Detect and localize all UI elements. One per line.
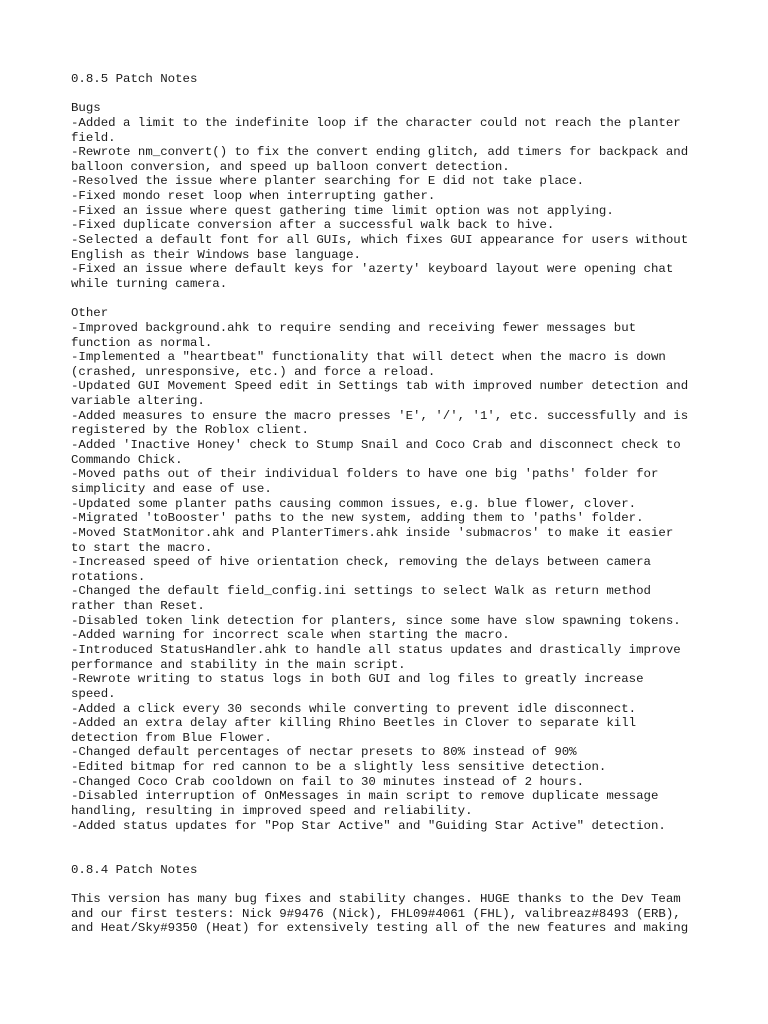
text-line: speed. bbox=[71, 686, 116, 701]
text-line: -Implemented a "heartbeat" functionality that will detect when the macro is down bbox=[71, 350, 666, 365]
text-line: rotations. bbox=[71, 569, 146, 584]
text-line: 0.8.5 Patch Notes bbox=[71, 72, 198, 86]
text-line: -Changed default percentages of nectar presets to 80% instead of 90% bbox=[71, 745, 577, 760]
text-line: simplicity and ease of use. bbox=[71, 481, 272, 496]
blank-line bbox=[71, 87, 731, 102]
text-line: while turning camera. bbox=[71, 276, 228, 291]
text-line: -Fixed an issue where default keys for 'azerty' keyboard layout were opening chat bbox=[71, 262, 674, 277]
text-line: Other bbox=[71, 306, 109, 321]
text-line: registered by the Roblox client. bbox=[71, 423, 309, 438]
text-line: -Added status updates for "Pop Star Active" and "Guiding Star Active" detection. bbox=[71, 818, 666, 833]
text-line: -Selected a default font for all GUIs, which fixes GUI appearance for users without bbox=[71, 233, 689, 248]
text-line: -Fixed duplicate conversion after a successful walk back to hive. bbox=[71, 218, 555, 233]
text-line: -Edited bitmap for red cannon to be a slightly less sensitive detection. bbox=[71, 760, 607, 775]
text-line: -Added an extra delay after killing Rhino Beetles in Clover to separate kill bbox=[71, 716, 637, 731]
text-line: handling, resulting in improved speed and reliability. bbox=[71, 804, 473, 819]
text-line: -Rewrote nm_convert() to fix the convert ending glitch, add timers for backpack and bbox=[71, 145, 689, 160]
document-page bbox=[71, 72, 731, 936]
text-line: 0.8.4 Patch Notes bbox=[71, 862, 198, 877]
text-line: -Disabled token link detection for planters, since some have slow spawning tokens. bbox=[71, 613, 681, 628]
text-line: and Heat/Sky#9350 (Heat) for extensively testing all of the new features and making bbox=[71, 921, 689, 936]
text-line: -Migrated 'toBooster' paths to the new system, adding them to 'paths' folder. bbox=[71, 511, 644, 526]
blank-line bbox=[71, 292, 731, 307]
text-line: field. bbox=[71, 130, 116, 145]
text-line: -Added a limit to the indefinite loop if the character could not reach the planter bbox=[71, 115, 681, 130]
text-line: -Moved paths out of their individual folders to have one big 'paths' folder for bbox=[71, 467, 659, 482]
text-line: Commando Chick. bbox=[71, 452, 183, 467]
text-line: -Improved background.ahk to require sending and receiving fewer messages but bbox=[71, 320, 637, 335]
text-line: -Fixed mondo reset loop when interrupting gather. bbox=[71, 189, 436, 204]
text-line: -Updated some planter paths causing common issues, e.g. blue flower, clover. bbox=[71, 496, 637, 511]
text-line: -Updated GUI Movement Speed edit in Settings tab with improved number detection and bbox=[71, 379, 689, 394]
text-line: function as normal. bbox=[71, 335, 213, 350]
text-line: -Fixed an issue where quest gathering time limit option was not applying. bbox=[71, 203, 614, 218]
text-line: -Added measures to ensure the macro presses 'E', '/', '1', etc. successfully and is bbox=[71, 408, 689, 423]
text-line: (crashed, unresponsive, etc.) and force a reload. bbox=[71, 364, 436, 379]
text-line: -Changed Coco Crab cooldown on fail to 30 minutes instead of 2 hours. bbox=[71, 774, 585, 789]
text-line: English as their Windows base language. bbox=[71, 247, 361, 262]
text-line: -Rewrote writing to status logs in both GUI and log files to greatly increase bbox=[71, 672, 644, 687]
text-line: variable altering. bbox=[71, 394, 205, 409]
text-line: This version has many bug fixes and stability changes. HUGE thanks to the Dev Team bbox=[71, 891, 681, 906]
text-line: detection from Blue Flower. bbox=[71, 730, 272, 745]
text-line: to start the macro. bbox=[71, 540, 213, 555]
text-line: Bugs bbox=[71, 101, 101, 116]
text-line: -Added 'Inactive Honey' check to Stump Snail and Coco Crab and disconnect check to bbox=[71, 438, 681, 453]
blank-line bbox=[71, 877, 731, 892]
text-line: -Moved StatMonitor.ahk and PlanterTimers.ahk inside 'submacros' to make it easier bbox=[71, 525, 674, 540]
text-line: and our first testers: Nick 9#9476 (Nick), FHL09#4061 (FHL), valibreaz#8493 (ERB), bbox=[71, 906, 681, 921]
text-line: -Added warning for incorrect scale when starting the macro. bbox=[71, 628, 510, 643]
text-line: -Added a click every 30 seconds while converting to prevent idle disconnect. bbox=[71, 701, 637, 716]
text-line: balloon conversion, and speed up balloon convert detection. bbox=[71, 159, 510, 174]
text-line: -Increased speed of hive orientation check, removing the delays between camera bbox=[71, 555, 651, 570]
text-line: rather than Reset. bbox=[71, 599, 205, 614]
blank-line bbox=[71, 833, 731, 848]
text-line: -Introduced StatusHandler.ahk to handle all status updates and drastically improve bbox=[71, 642, 681, 657]
text-line: -Changed the default field_config.ini settings to select Walk as return method bbox=[71, 584, 651, 599]
text-line: performance and stability in the main script. bbox=[71, 657, 406, 672]
blank-line bbox=[71, 848, 731, 863]
text-line: -Disabled interruption of OnMessages in main script to remove duplicate message bbox=[71, 789, 659, 804]
text-line: -Resolved the issue where planter searching for E did not take place. bbox=[71, 174, 585, 189]
